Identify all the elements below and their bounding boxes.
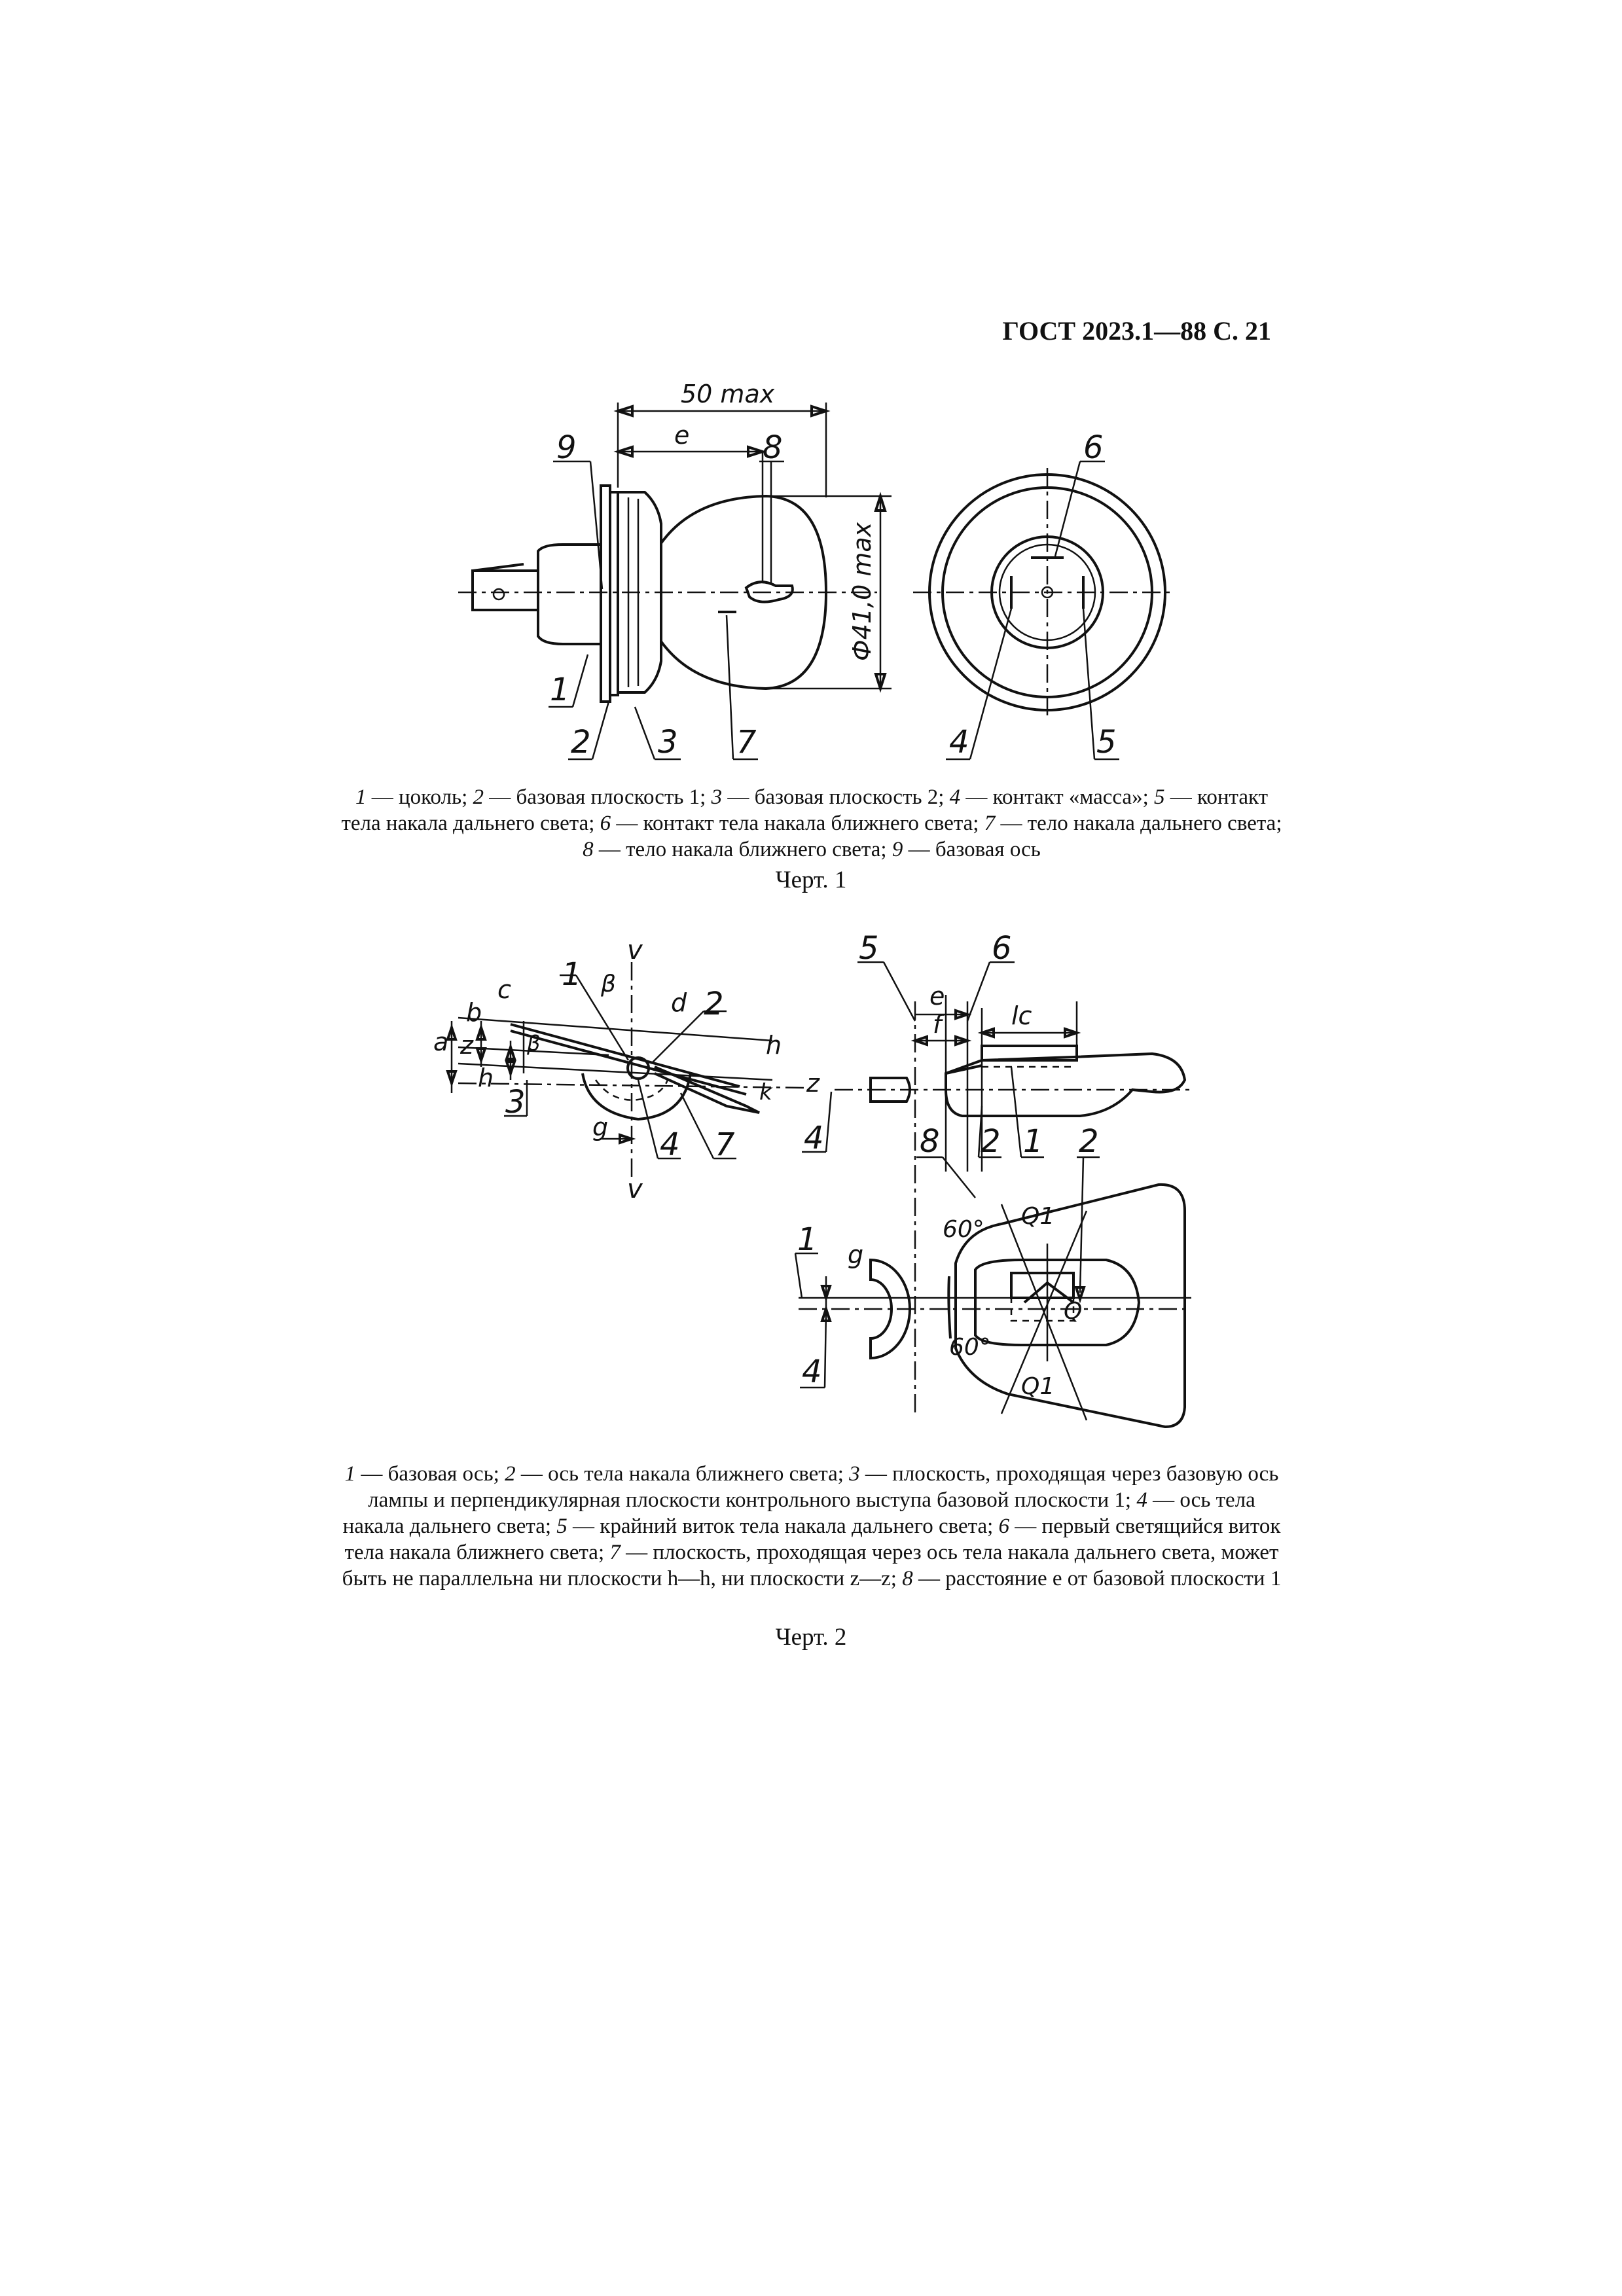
fig1-callout-1: 1 (550, 672, 570, 708)
angle-60-top: 60° (943, 1216, 984, 1243)
caption1-item: 3 — базовая плоскость 2; (711, 785, 950, 809)
figure2-left-detail (433, 935, 820, 1204)
fig2-bottom-callout-2: 2 (1079, 1123, 1099, 1160)
letter-v-bottom: v (627, 1174, 643, 1204)
figure1-end-view (913, 429, 1172, 761)
letter-q: Q (1064, 1298, 1083, 1325)
fig2-left-callout-7: 7 (715, 1126, 735, 1163)
fig1-callout-4: 4 (949, 724, 969, 761)
letter-k: k (759, 1079, 772, 1105)
letter-g-bottom: g (848, 1240, 864, 1269)
letter-beta-2: β (527, 1031, 541, 1056)
figure2-label: Черт. 2 (775, 1624, 847, 1651)
fig2-bottom-callout-8: 8 (920, 1123, 940, 1160)
fig2-left-callout-2: 2 (704, 986, 724, 1022)
letter-q1-top: Q1 (1021, 1203, 1055, 1230)
letter-h-left: h (478, 1064, 494, 1092)
angle-60-bottom: 60° (949, 1334, 991, 1361)
fig1-callout-3: 3 (658, 724, 678, 761)
figure1-caption (340, 784, 1283, 863)
fig2-right-callout-4: 4 (804, 1120, 824, 1157)
letter-h-right: h (766, 1031, 782, 1060)
fig2-left-callout-4: 4 (660, 1126, 680, 1163)
fig1-callout-2: 2 (571, 724, 591, 761)
caption1-item: 4 — контакт «масса»; (949, 785, 1154, 809)
fig2-right-callout-6: 6 (992, 930, 1012, 967)
figure2-caption (340, 1461, 1283, 1592)
caption1-item: 2 — базовая плоскость 1; (473, 785, 712, 809)
fig1-callout-9: 9 (556, 429, 577, 466)
page-header: ГОСТ 2023.1—88 С. 21 (1002, 316, 1271, 346)
dim-diameter: Ф41,0 max (848, 522, 876, 661)
letter-c: c (497, 975, 511, 1004)
caption2-item: 7 — плоскость, проходящая через ось тела накала дальнего света, может быть не параллельна ни плоскости h—h, ни плоскости z—z; (342, 1541, 1279, 1590)
letter-beta: β (601, 971, 616, 997)
figure1-label: Черт. 1 (775, 867, 847, 893)
caption2-item: 8 — расстояние e от базовой плоскости 1 (902, 1567, 1282, 1590)
letter-b: b (466, 998, 482, 1027)
dim-e: e (674, 421, 690, 450)
letter-z-left: z (460, 1031, 473, 1060)
caption2-item: 3 — плоскость, проходящая через базовую ось лампы и перпендикулярная плоскости контрольного выступа базовой плоскости 1; (368, 1462, 1279, 1512)
fig2-right-callout-2: 2 (981, 1123, 1001, 1160)
fig2-bottom-callout-1: 1 (797, 1221, 818, 1258)
caption1-item: 6 — контакт тела накала ближнего света; (600, 812, 984, 835)
letter-z-right: z (806, 1069, 820, 1098)
letter-lc: lc (1011, 1001, 1032, 1030)
caption2-item: 2 — ось тела накала ближнего света; (505, 1462, 850, 1486)
caption1-item: 9 — базовая ось (892, 838, 1041, 861)
letter-q1-bottom: Q1 (1021, 1373, 1055, 1400)
letter-e: e (929, 982, 945, 1011)
figure2-bottom-view (795, 1123, 1191, 1427)
fig1-callout-6: 6 (1083, 429, 1104, 466)
letter-v-top: v (627, 935, 643, 965)
caption2-item: 4 — ось тела накала дальнего света; (342, 1488, 1255, 1538)
caption1-item: 7 — тело накала дальнего света; (984, 812, 1282, 835)
letter-a: a (433, 1028, 449, 1056)
caption2-item: 6 — первый светящийся виток тела накала ближнего света; (344, 1515, 1281, 1564)
figure1-side-view (458, 380, 892, 761)
caption2-item: 5 — крайний виток тела накала дальнего света; (556, 1515, 999, 1538)
fig2-left-callout-3: 3 (505, 1084, 526, 1121)
fig1-callout-7: 7 (736, 724, 757, 761)
fig2-right-callout-1: 1 (1023, 1123, 1043, 1160)
dim-50max: 50 max (681, 380, 775, 408)
fig2-bottom-callout-4: 4 (802, 1354, 822, 1390)
fig2-left-callout-1: 1 (562, 956, 582, 993)
letter-g-left: g (592, 1113, 609, 1141)
letter-d: d (671, 988, 687, 1017)
caption1-item: 5 — контакт тела накала дальнего света; (341, 785, 1269, 835)
caption1-item: 1 — цоколь; (355, 785, 473, 809)
caption1-item: 8 — тело накала ближнего света; (583, 838, 892, 861)
fig1-callout-5: 5 (1096, 724, 1117, 761)
fig2-right-callout-5: 5 (859, 930, 879, 967)
caption2-item: 1 — базовая ось; (344, 1462, 505, 1486)
fig1-callout-8: 8 (763, 429, 783, 466)
letter-f: f (933, 1010, 942, 1039)
